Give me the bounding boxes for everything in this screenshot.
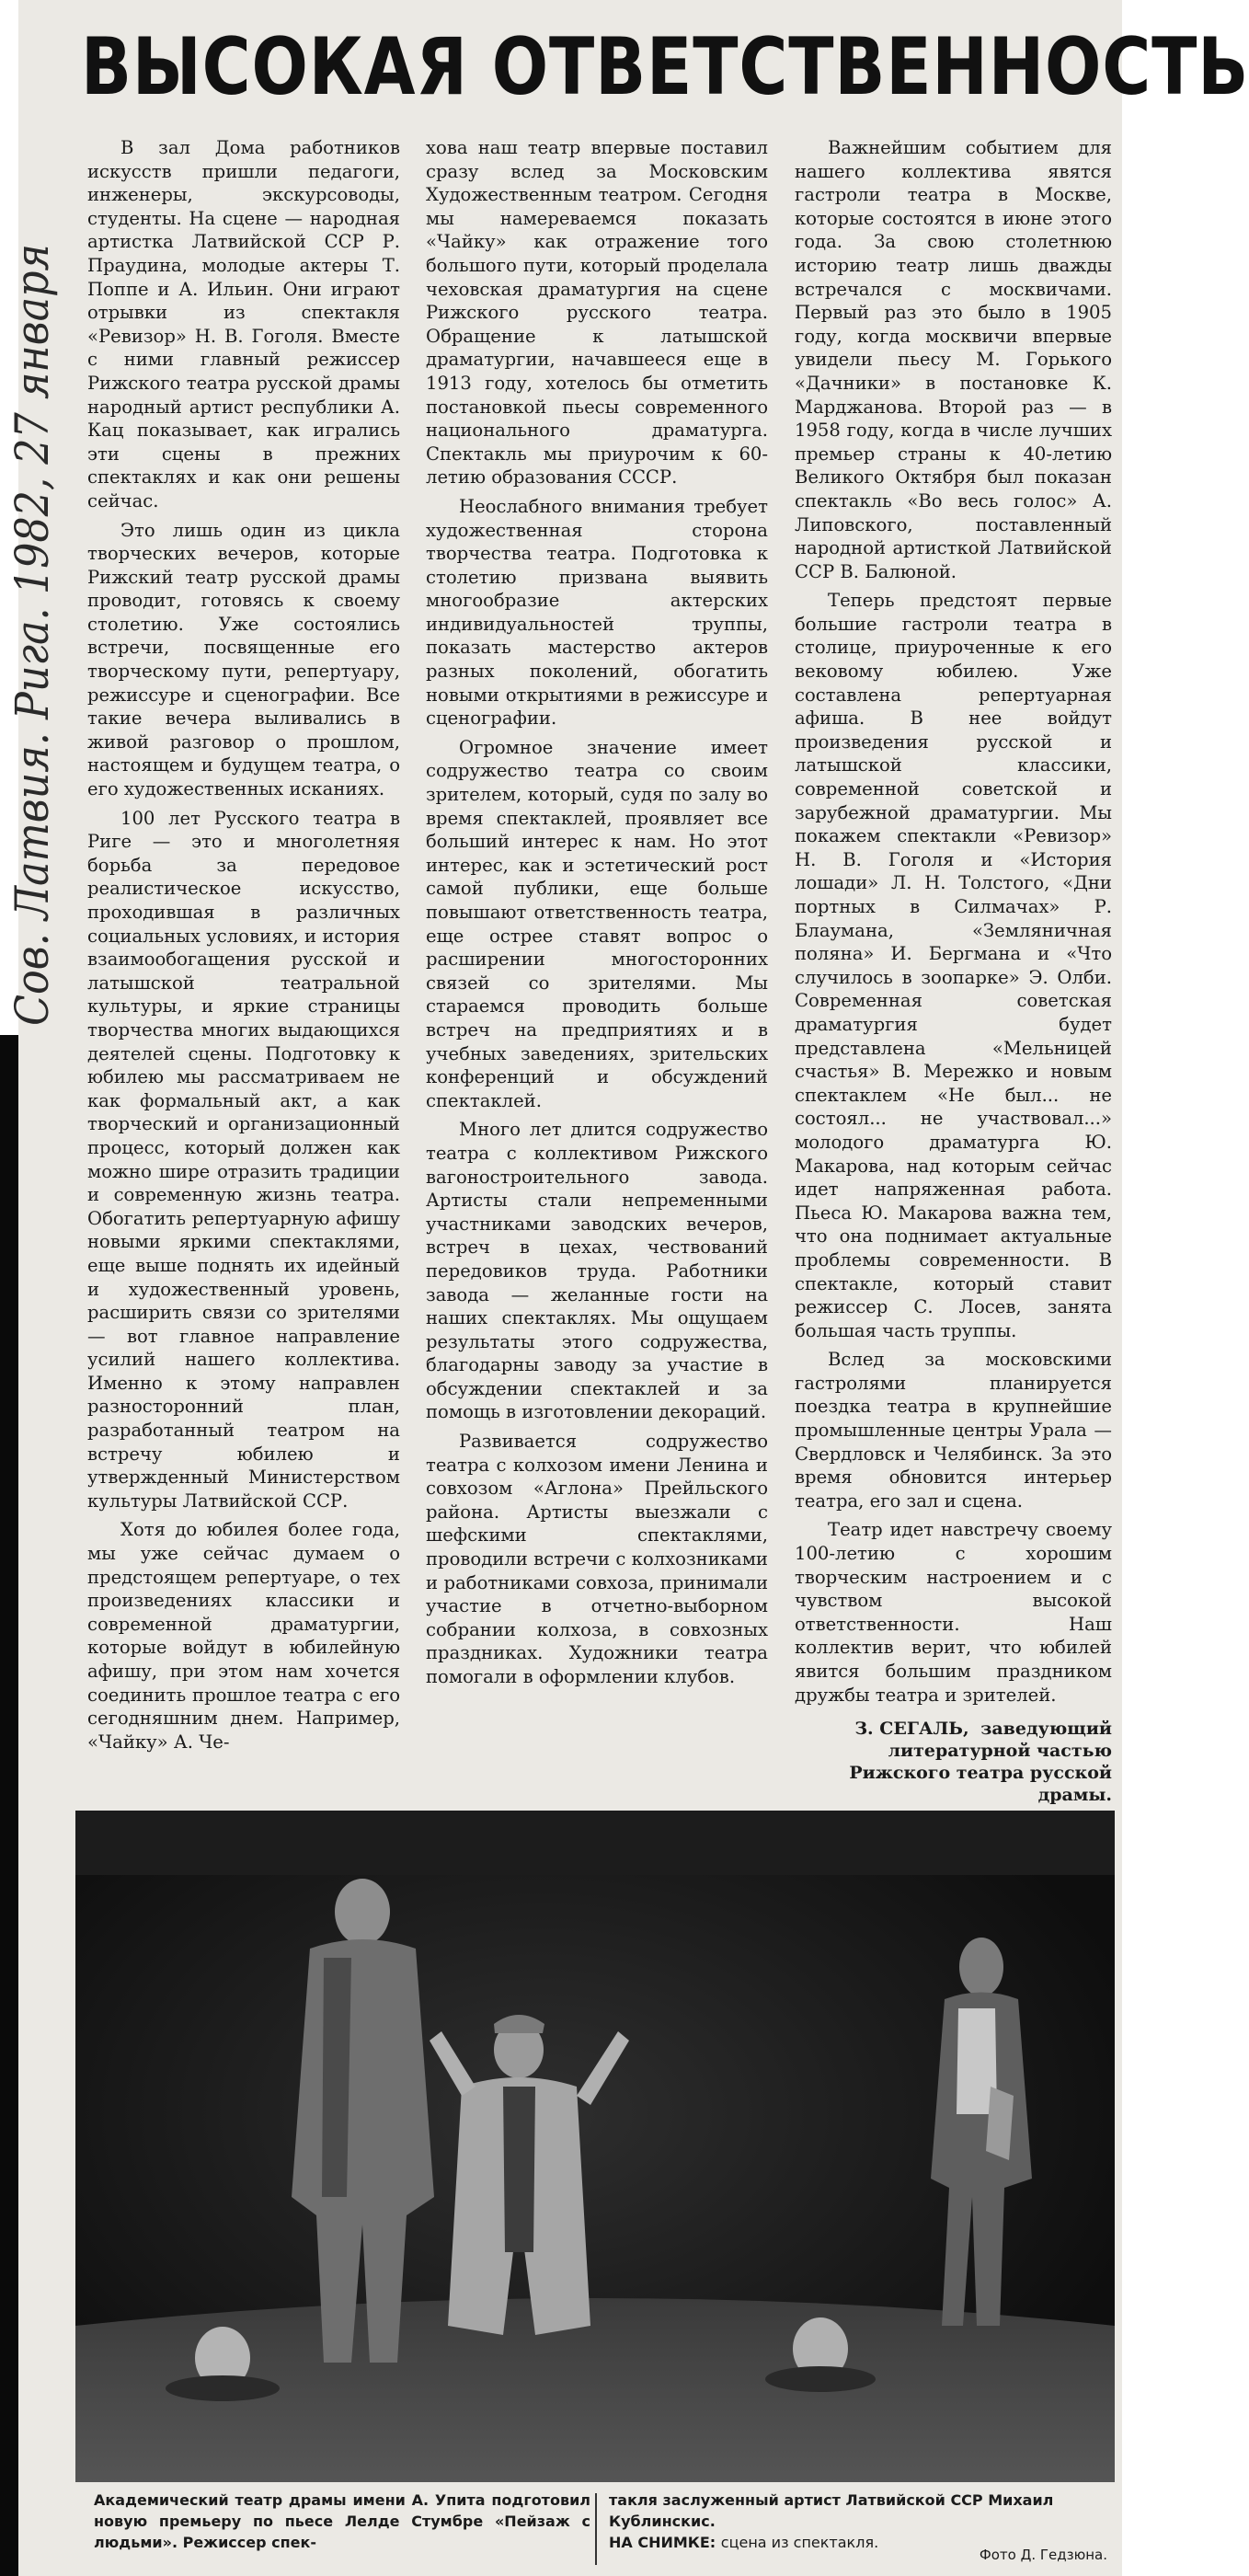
- paragraph: Огромное значение имеет содружество театра со своим зрителем, который, судя по залу во время спектаклей, проявляет все больший интерес к нам. Но этот интерес, как и эстетический рост самой публики, еще больше повышают ответственность театра, еще острее ставят вопрос о расширении многосторонних связей со зрителями. Мы стараемся проводить больше встреч на предприятиях и в учебных заведениях, зрительских конференций и обсуждений спектаклей.: [426, 736, 768, 1111]
- paragraph: В зал Дома работников искусств пришли педагоги, инженеры, экскурсоводы, студенты. На сцене — народная артистка Латвийской ССР Р. Праудина, молодые актеры Т. Поппе и А. Ильин. Они играют отрывки из спектакля «Ревизор» Н. В. Гоголя. Вместе с ними главный режиссер Рижского театра русской драмы народный артист республики А. Кац показывает, как игрались эти сцены в прежних спектаклях и как они решены сейчас.: [87, 137, 400, 512]
- stage-photo-image: [75, 1811, 1115, 2482]
- caption-right-text: такля заслуженный артист Латвийской ССР Михаил Кублинскис.: [609, 2491, 1054, 2530]
- paragraph: Много лет длится содружество театра с коллективом Рижского вагоностроительного завода. Артисты стали непременными участниками заводских вечеров, встреч в цехах, чествований передовиков труда. Работники завода — желанные гости на наших спектаклях. Мы ощущаем результаты этого содружества, благодарны заводу за участие в обсуждении спектаклей и за помощь в изготовлении декораций.: [426, 1119, 768, 1423]
- article-column-3: [795, 136, 1112, 1811]
- paragraph: Театр идет навстречу своему 100-летию с хорошим творческим настроением и с чувством высокой ответственности. Наш коллектив верит, что юбилей явится большим праздником дружбы театра и зрителей.: [795, 1519, 1112, 1706]
- photo-credit: Фото Д. Гедзюна.: [979, 2547, 1107, 2563]
- paragraph: Неослабного внимания требует художественная сторона творчества театра. Подготовка к столетию призвана выявить многообразие актерских индивидуальностей труппы, показать мастерство актеров разных поколений, обогатить новыми открытиями в режиссуре и сценографии.: [426, 495, 768, 730]
- paragraph: Хотя до юбилея более года, мы уже сейчас думаем о предстоящем репертуаре, о тех произведениях классики и современной драматургии, которые войдут в юбилейную афишу, при этом нам хочется соединить прошлое театра с его сегодняшним днем. Например, «Чайку» А. Че-: [87, 1519, 400, 1753]
- scan-edge: [0, 1035, 18, 2576]
- caption-right: [609, 2490, 1110, 2553]
- paragraph: 100 лет Русского театра в Риге — это и многолетняя борьба за передовое реалистическое искусство, проходившая в различных социальных условиях, и история взаимообогащения русской и латышской театральной культуры, и яркие страницы творчества многих выдающихся деятелей сцены. Подготовку к юбилею мы рассматриваем не как формальный акт, а как творческий и организационный процесс, который должен как можно шире отразить традиции и современную жизнь театра. Обогатить репертуарную афишу новыми яркими спектаклями, еще выше поднять их идейный и художественный уровень, расширить связи со зрителями — вот главное направление усилий нашего коллектива. Именно к этому направлен разносторонний план, разработанный театром на встречу юбилею и утвержденный Министерством культуры Латвийской ССР.: [87, 807, 400, 1512]
- paragraph: Теперь предстоят первые большие гастроли театра в столице, приуроченные к его вековому юбилею. Уже составлена репертуарная афиша. В нее войдут произведения русской и латышской классики, современной советской и зарубежной драматургии. Мы покажем спектакли «Ревизор» Н. В. Гоголя и «История лошади» Л. Н. Толстого, «Дни портных в Силмачах» Р. Блаумана, «Земляничная поляна» И. Бергмана и «Что случилось в зоопарке» Э. Олби. Современная советская драматургия будет представлена «Мельницей счастья» В. Мережко и новым спектаклем «Не был... не состоял... не участвовал...» молодого драматурга Ю. Макарова, над которым сейчас идет напряженная работа. Пьеса Ю. Макарова важна тем, что она поднимает актуальные проблемы современности. В спектакле, который ставит режиссер С. Лосев, занята большая часть труппы.: [795, 590, 1112, 1341]
- author-role: заведующий литературной частью Рижского театра русской драмы.: [849, 1719, 1112, 1806]
- paragraph: хова наш театр впервые поставил сразу вслед за Московским Художественным театром. Сегодня мы намереваемся показать «Чайку» как отражение того большого пути, который проделала чеховская драматургия на сцене Рижского русского театра. Обращение к латышской драматургии, начавшееся еще в 1913 году, хотелось бы отметить постановкой пьесы современного национального драматурга. Спектакль мы приурочим к 60-летию образования СССР.: [426, 137, 768, 489]
- photo-caption: [75, 2490, 1115, 2572]
- paragraph: Развивается содружество театра с колхозом имени Ленина и совхозом «Аглона» Прейльского района. Артисты выезжали с шефскими спектаклями, проводили встречи с колхозниками и работниками совхоза, принимали участие в отчетно-выборном собрании колхоза, в совхозных праздниках. Художники театра помогали в оформлении клубов.: [426, 1431, 768, 1687]
- paragraph: Важнейшим событием для нашего коллектива явятся гастроли театра в Москве, которые состоятся в июне этого года. За свою столетнюю историю театр лишь дважды встречался с москвичами. Первый раз это было в 1905 году, когда москвичи впервые увидели пьесу М. Горького «Дачники» в постановке К. Марджанова. Второй раз — в 1958 году, когда в числе лучших премьер страны к 40-летию Великого Октября был показан спектакль «Во весь голос» А. Липовского, поставленный народной артисткой Латвийской ССР В. Балюной.: [795, 137, 1112, 582]
- caption-on-photo-text: сцена из спектакля.: [720, 2534, 879, 2551]
- article-column-2: [426, 136, 768, 1695]
- author-signature: [795, 1718, 1112, 1806]
- handwritten-source-note: [0, 120, 69, 1030]
- stage-photo: [75, 1811, 1115, 2482]
- caption-on-photo-label: НА СНИМКЕ:: [609, 2534, 716, 2551]
- paragraph: Это лишь один из цикла творческих вечеров, которые Рижский театр русской драмы проводит, готовясь к своему столетию. Уже состоялись встречи, посвященные его творческому пути, репертуару, режиссуре и сценографии. Все такие вечера выливались в живой разговор о прошлом, настоящем и будущем театра, о его художественных исканиях.: [87, 519, 400, 800]
- caption-left: Академический театр драмы имени А. Упита подготовил новую премьеру по пьесе Лелде Стумбре «Пейзаж с людьми». Режиссер спек-: [94, 2491, 590, 2551]
- author-name: З. СЕГАЛЬ,: [854, 1719, 969, 1740]
- handwritten-note-text: Сов. Латвия. Рига. 1982, 27 января: [6, 146, 59, 1026]
- headline: ВЫСОКАЯ ОТВЕТСТВЕННОСТЬ: [81, 21, 1249, 113]
- caption-divider: [595, 2493, 597, 2565]
- paragraph: Вслед за московскими гастролями планируется поездка театра в крупнейшие промышленные центры Урала — Свердловск и Челябинск. За это время обновится интерьер театра, его зал и сцена.: [795, 1349, 1112, 1512]
- article-column-1: [87, 136, 400, 1759]
